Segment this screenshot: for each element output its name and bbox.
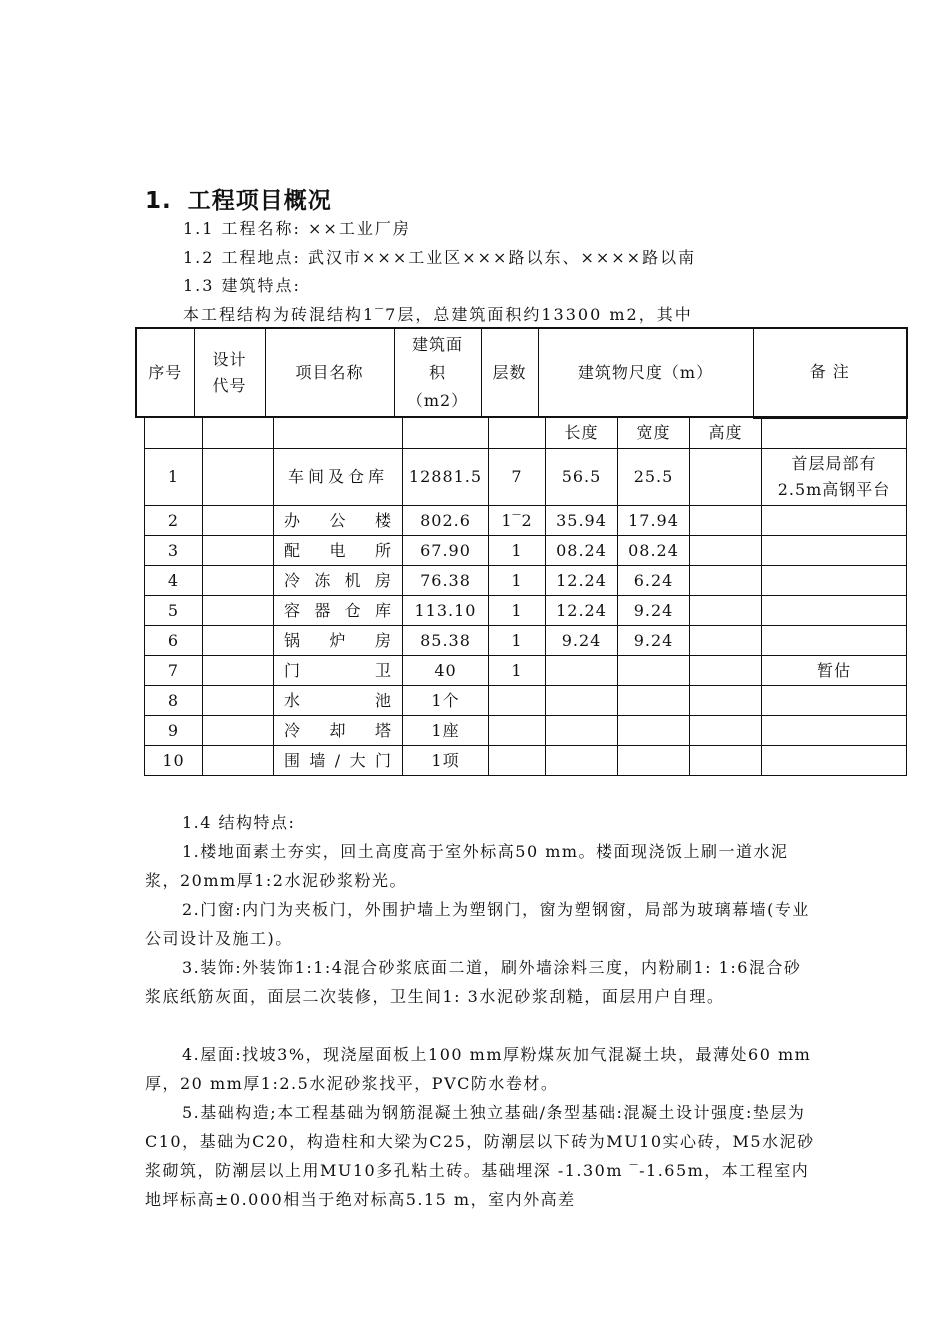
cell-code: [203, 746, 274, 776]
cell-name: 容器仓库: [274, 596, 403, 626]
cell-seq: 2: [145, 506, 203, 536]
cell-name: 水池: [274, 686, 403, 716]
table-row: [145, 566, 907, 596]
cell-height: [690, 716, 762, 746]
cell-width: 17.94: [618, 506, 690, 536]
subheader-row: [145, 418, 907, 449]
project-table: [144, 417, 907, 776]
cell-floors: [489, 746, 546, 776]
cell-floors: 1: [489, 536, 546, 566]
cell-seq: 4: [145, 566, 203, 596]
table-row: [145, 449, 907, 506]
table-row: [145, 686, 907, 716]
header-remark: 备 注: [753, 328, 907, 417]
structure-para-1: 1.楼地面素土夯实，回土高度高于室外标高50 mm。楼面现浇饭上刷一道水泥浆，20mm厚1:2水泥砂浆粉光。: [145, 842, 789, 890]
table-row: [145, 626, 907, 656]
cell-seq: 7: [145, 656, 203, 686]
cell-code: [203, 536, 274, 566]
table-row: [145, 746, 907, 776]
cell-name: 门卫: [274, 656, 403, 686]
cell-width: [618, 716, 690, 746]
structure-para-4: 4.屋面:找坡3%，现浇屋面板上100 mm厚粉煤灰加气混凝土块，最薄处60 mm厚，20 mm厚1:2.5水泥砂浆找平，PVC防水卷材。: [145, 1045, 812, 1093]
cell-width: [618, 656, 690, 686]
cell-name: 冷冻机房: [274, 566, 403, 596]
table-row: [145, 536, 907, 566]
cell-remark: [762, 536, 907, 566]
cell-length: [546, 746, 618, 776]
cell-code: [203, 626, 274, 656]
cell-width: [618, 686, 690, 716]
cell-length: 9.24: [546, 626, 618, 656]
cell-seq: 6: [145, 626, 203, 656]
section-number: 1.: [145, 188, 172, 214]
structure-para-3: 3.装饰:外装饰1:1:4混合砂浆底面二道，刷外墙涂料三度，内粉刷1: 1:6混合砂浆底纸筋灰面，面层二次装修，卫生间1: 3水泥砂浆刮糙，面层用户自理。: [145, 958, 802, 1006]
cell-length: 12.24: [546, 566, 618, 596]
cell-seq: 8: [145, 686, 203, 716]
cell-height: [690, 536, 762, 566]
table-header: [135, 327, 908, 419]
cell-floors: 1: [489, 566, 546, 596]
cell-code: [203, 596, 274, 626]
cell-area: 85.38: [403, 626, 489, 656]
section-title: [145, 182, 332, 215]
header-name: 项目名称: [265, 328, 394, 417]
cell-seq: 3: [145, 536, 203, 566]
cell-name: 冷却塔: [274, 716, 403, 746]
header-floors: 层数: [481, 328, 538, 417]
cell-area: 1个: [403, 686, 489, 716]
cell-width: 9.24: [618, 596, 690, 626]
cell-floors: 1: [489, 596, 546, 626]
cell-code: [203, 686, 274, 716]
header-area: 建筑面 积 （m2）: [394, 328, 481, 417]
cell-width: 9.24: [618, 626, 690, 656]
header-length: 长度: [546, 418, 618, 449]
cell-seq: 1: [145, 449, 203, 506]
project-name-line: 1.1 工程名称: ××工业厂房: [183, 219, 411, 238]
cell-height: [690, 746, 762, 776]
cell-width: 25.5: [618, 449, 690, 506]
cell-remark: [762, 566, 907, 596]
cell-area: 113.10: [403, 596, 489, 626]
cell-code: [203, 566, 274, 596]
cell-length: [546, 686, 618, 716]
cell-code: [203, 716, 274, 746]
cell-area: 1座: [403, 716, 489, 746]
cell-floors: 1: [489, 656, 546, 686]
cell-length: [546, 716, 618, 746]
cell-area: 12881.5: [403, 449, 489, 506]
cell-length: 08.24: [546, 536, 618, 566]
cell-length: 12.24: [546, 596, 618, 626]
cell-code: [203, 449, 274, 506]
section-heading: 工程项目概况: [187, 188, 332, 214]
cell-length: [546, 656, 618, 686]
cell-floors: [489, 686, 546, 716]
cell-length: 56.5: [546, 449, 618, 506]
header-dims: 建筑物尺度（m）: [538, 328, 753, 417]
cell-remark: 暂估: [762, 656, 907, 686]
header-width: 宽度: [618, 418, 690, 449]
cell-seq: 10: [145, 746, 203, 776]
building-features-text: 本工程结构为砖混结构1‾7层，总建筑面积约13300 m2，其中: [183, 305, 693, 324]
structure-para-2: 2.门窗:内门为夹板门，外围护墙上为塑钢门，窗为塑钢窗，局部为玻璃幕墙(专业公司设计及施工)。: [145, 900, 810, 948]
cell-height: [690, 566, 762, 596]
table-row: [145, 506, 907, 536]
table-row: [145, 716, 907, 746]
cell-area: 1项: [403, 746, 489, 776]
cell-seq: 9: [145, 716, 203, 746]
cell-width: 08.24: [618, 536, 690, 566]
cell-length: 35.94: [546, 506, 618, 536]
cell-code: [203, 656, 274, 686]
cell-floors: 1‾2: [489, 506, 546, 536]
cell-height: [690, 449, 762, 506]
cell-height: [690, 626, 762, 656]
cell-name: 锅炉房: [274, 626, 403, 656]
cell-height: [690, 656, 762, 686]
cell-name: 围墙/大门: [274, 746, 403, 776]
cell-floors: 7: [489, 449, 546, 506]
cell-name: 办公楼: [274, 506, 403, 536]
cell-name: 配电所: [274, 536, 403, 566]
cell-width: 6.24: [618, 566, 690, 596]
project-location-line: 1.2 工程地点: 武汉市×××工业区×××路以东、××××路以南: [183, 248, 697, 267]
cell-remark: [762, 746, 907, 776]
table-row: [145, 656, 907, 686]
cell-area: 40: [403, 656, 489, 686]
building-features-heading: 1.3 建筑特点:: [183, 276, 301, 295]
header-seq: 序号: [136, 328, 194, 417]
cell-code: [203, 506, 274, 536]
cell-remark: [762, 716, 907, 746]
cell-width: [618, 746, 690, 776]
header-code: 设计 代号: [194, 328, 265, 417]
table-row: [145, 596, 907, 626]
cell-seq: 5: [145, 596, 203, 626]
cell-floors: [489, 716, 546, 746]
cell-remark: [762, 596, 907, 626]
cell-area: 67.90: [403, 536, 489, 566]
cell-area: 802.6: [403, 506, 489, 536]
cell-height: [690, 686, 762, 716]
cell-remark: 首层局部有 2.5m高钢平台: [762, 449, 907, 506]
cell-height: [690, 506, 762, 536]
structure-heading: 1.4 结构特点:: [182, 813, 296, 832]
cell-area: 76.38: [403, 566, 489, 596]
cell-name: 车间及仓库: [274, 449, 403, 506]
cell-height: [690, 596, 762, 626]
header-height: 高度: [690, 418, 762, 449]
cell-floors: 1: [489, 626, 546, 656]
cell-remark: [762, 686, 907, 716]
cell-remark: [762, 626, 907, 656]
cell-remark: [762, 506, 907, 536]
structure-para-5: 5.基础构造;本工程基础为钢筋混凝土独立基础/条型基础:混凝土设计强度:垫层为C10，基础为C20，构造柱和大梁为C25，防潮层以下砖为MU10实心砖，M5水泥砂浆砌筑，防潮层以上用MU10多孔粘土砖。基础埋深 -1.30m ‾-1.65m，本工程室内地坪标高±0.000相当于绝对标高5.15 m，室内外高差: [145, 1103, 815, 1209]
